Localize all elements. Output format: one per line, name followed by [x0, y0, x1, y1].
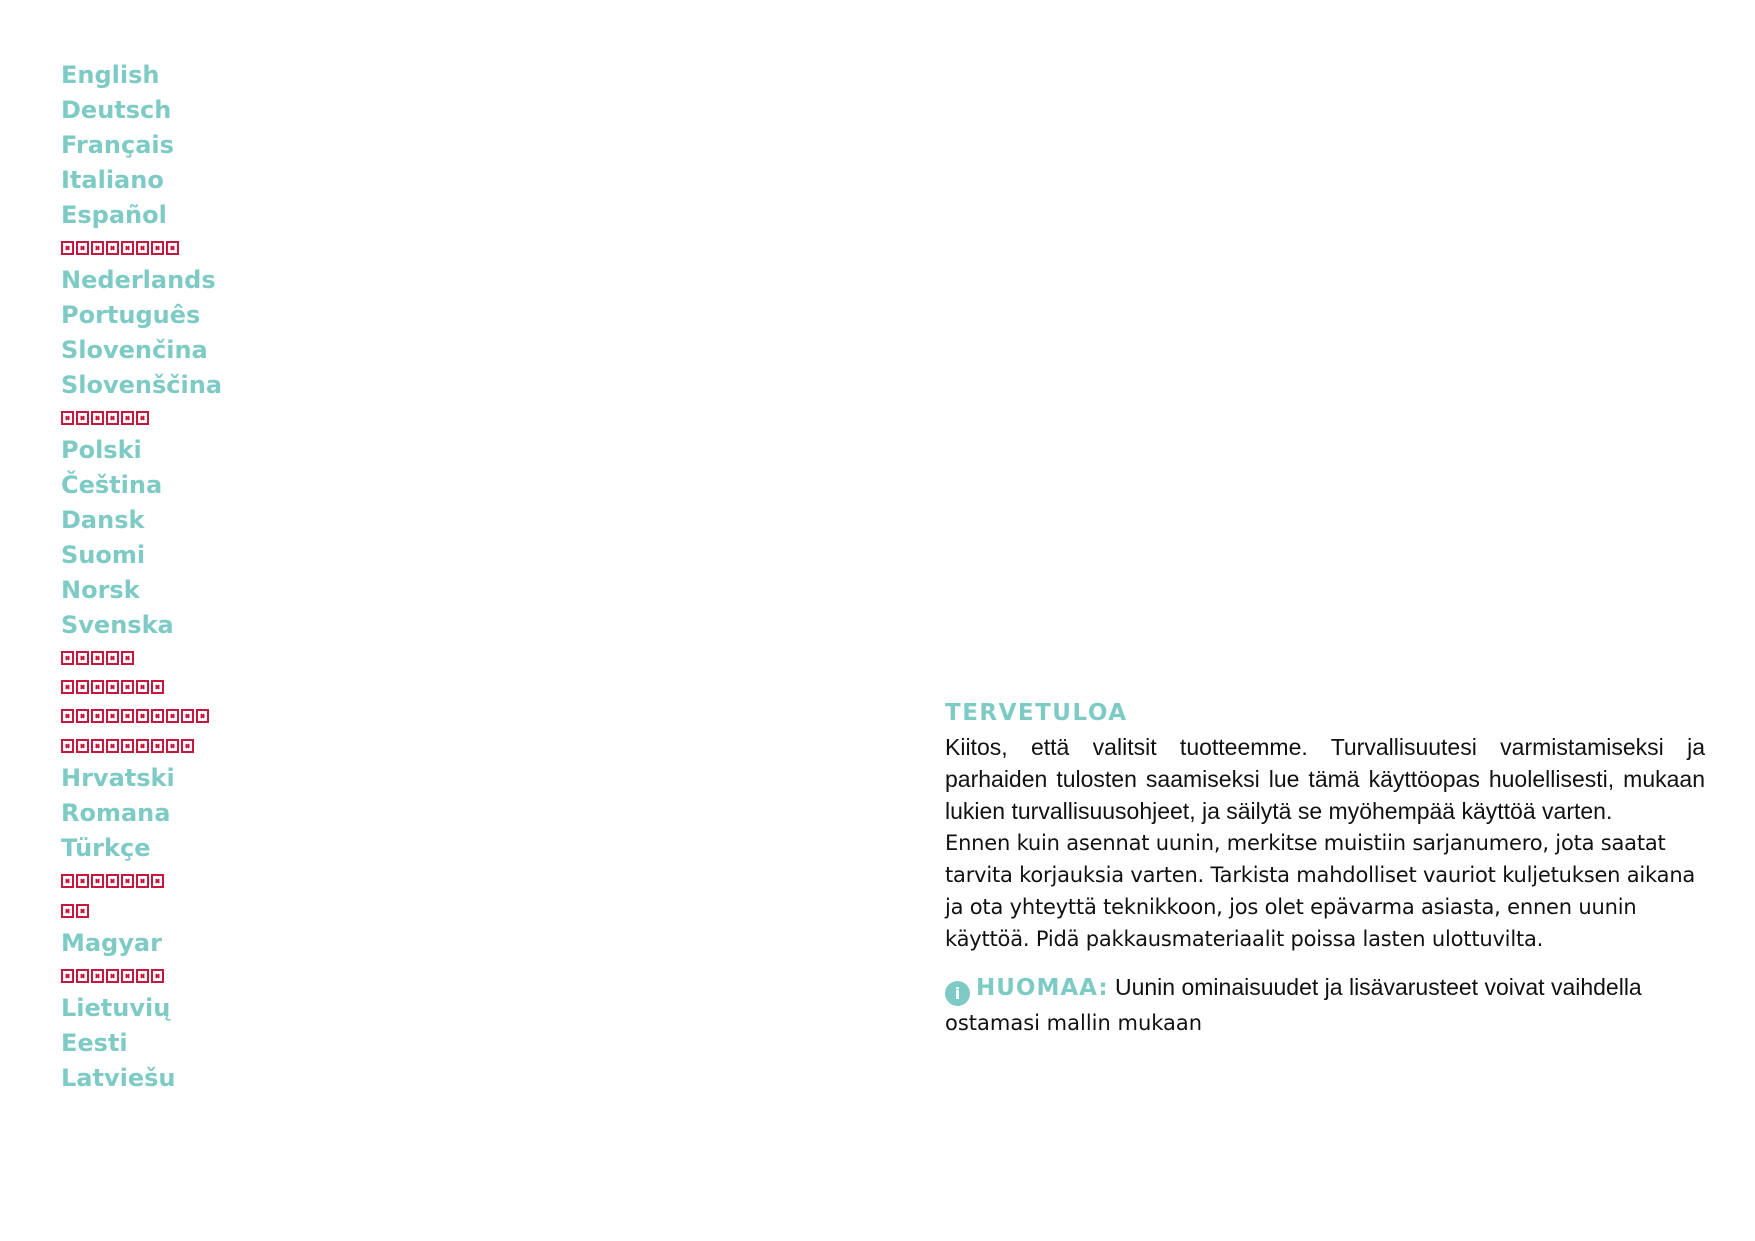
missing-glyph-icon [106, 874, 119, 888]
missing-glyph-icon [121, 680, 134, 694]
language-link-espanol[interactable]: Español [61, 201, 167, 229]
missing-glyph-icon [136, 874, 149, 888]
language-link-turkce[interactable]: Türkçe [61, 834, 151, 862]
welcome-heading: TERVETULOA [945, 700, 1128, 726]
language-link-unrendered[interactable] [61, 896, 321, 926]
info-icon: i [945, 981, 970, 1006]
missing-glyph-icon [61, 969, 74, 983]
note-block [945, 971, 1705, 1039]
missing-glyph-icon [121, 411, 134, 425]
missing-glyph-icon [106, 680, 119, 694]
missing-glyph-icon [91, 680, 104, 694]
welcome-section [945, 697, 1705, 1039]
missing-glyph-icon [151, 874, 164, 888]
language-link-latviesu[interactable]: Latviešu [61, 1064, 176, 1092]
language-link-unrendered[interactable] [61, 403, 321, 433]
missing-glyph-icon [136, 709, 149, 723]
language-link-polski[interactable]: Polski [61, 436, 142, 464]
missing-glyph-icon [76, 874, 89, 888]
missing-glyph-icon [136, 241, 149, 255]
missing-glyph-icon [76, 709, 89, 723]
missing-glyph-icon [91, 874, 104, 888]
missing-glyph-icon [151, 739, 164, 753]
missing-glyph-icon [181, 709, 194, 723]
missing-glyph-icon [121, 739, 134, 753]
missing-glyph-icon [61, 651, 74, 665]
welcome-paragraph-1: Kiitos, että valitsit tuotteemme. Turvallisuutesi varmistamiseksi ja parhaiden tulosten saamiseksi lue tämä käyttöopas huolellisesti, mukaan lukien turvallisuusohjeet, ja säilytä se myöhempää käyttöä varten. [945, 734, 1705, 824]
language-link-unrendered[interactable] [61, 233, 321, 263]
missing-glyph-icon [121, 969, 134, 983]
missing-glyph-icon [136, 411, 149, 425]
language-link-english[interactable]: English [61, 61, 160, 89]
missing-glyph-icon [166, 739, 179, 753]
welcome-paragraph-2: Ennen kuin asennat uunin, merkitse muistiin sarjanumero, jota saatat tarvita korjauksia varten. Tarkista mahdolliset vauriot kuljetuksen aikana ja ota yhteyttä teknikkoon, jos olet epävarma asiasta, ennen uunin käyttöä. Pidä pakkausmateriaalit poissa lasten ulottuvilta. [945, 831, 1696, 951]
missing-glyph-icon [91, 411, 104, 425]
missing-glyph-icon [61, 411, 74, 425]
missing-glyph-icon [61, 709, 74, 723]
missing-glyph-icon [151, 241, 164, 255]
missing-glyph-icon [76, 969, 89, 983]
language-link-unrendered[interactable] [61, 701, 321, 731]
missing-glyph-icon [61, 241, 74, 255]
language-link-hrvatski[interactable]: Hrvatski [61, 764, 175, 792]
missing-glyph-icon [151, 709, 164, 723]
missing-glyph-icon [106, 709, 119, 723]
language-link-portugues[interactable]: Português [61, 301, 201, 329]
language-link-lietuviu[interactable]: Lietuvių [61, 994, 171, 1022]
missing-glyph-icon [91, 969, 104, 983]
missing-glyph-icon [166, 241, 179, 255]
language-link-svenska[interactable]: Svenska [61, 611, 174, 639]
missing-glyph-icon [106, 969, 119, 983]
language-link-magyar[interactable]: Magyar [61, 929, 162, 957]
missing-glyph-icon [91, 651, 104, 665]
language-link-slovencina[interactable]: Slovenčina [61, 336, 208, 364]
missing-glyph-icon [91, 739, 104, 753]
language-link-romana[interactable]: Romana [61, 799, 171, 827]
missing-glyph-icon [136, 680, 149, 694]
missing-glyph-icon [61, 874, 74, 888]
language-link-italiano[interactable]: Italiano [61, 166, 164, 194]
missing-glyph-icon [106, 411, 119, 425]
missing-glyph-icon [76, 241, 89, 255]
language-link-deutsch[interactable]: Deutsch [61, 96, 172, 124]
missing-glyph-icon [61, 739, 74, 753]
language-link-unrendered[interactable] [61, 866, 321, 896]
missing-glyph-icon [136, 739, 149, 753]
missing-glyph-icon [121, 651, 134, 665]
missing-glyph-icon [106, 241, 119, 255]
missing-glyph-icon [91, 709, 104, 723]
missing-glyph-icon [136, 969, 149, 983]
language-link-unrendered[interactable] [61, 643, 321, 672]
language-link-norsk[interactable]: Norsk [61, 576, 140, 604]
missing-glyph-icon [196, 709, 209, 723]
note-text: Uunin ominaisuudet ja lisävarusteet voivat vaihdella [1108, 974, 1642, 1000]
missing-glyph-icon [91, 241, 104, 255]
missing-glyph-icon [106, 739, 119, 753]
language-index [61, 58, 321, 1096]
missing-glyph-icon [61, 680, 74, 694]
language-link-unrendered[interactable] [61, 672, 321, 701]
missing-glyph-icon [61, 904, 74, 918]
note-label: HUOMAA: [976, 975, 1109, 1001]
missing-glyph-icon [76, 411, 89, 425]
language-link-dansk[interactable]: Dansk [61, 506, 145, 534]
language-link-cestina[interactable]: Čeština [61, 471, 163, 499]
missing-glyph-icon [76, 680, 89, 694]
missing-glyph-icon [121, 709, 134, 723]
language-link-nederlands[interactable]: Nederlands [61, 266, 216, 294]
language-link-unrendered[interactable] [61, 731, 321, 761]
missing-glyph-icon [151, 680, 164, 694]
missing-glyph-icon [76, 651, 89, 665]
missing-glyph-icon [181, 739, 194, 753]
language-link-eesti[interactable]: Eesti [61, 1029, 128, 1057]
missing-glyph-icon [121, 241, 134, 255]
missing-glyph-icon [151, 969, 164, 983]
missing-glyph-icon [121, 874, 134, 888]
note-text-continued: ostamasi mallin mukaan [945, 1011, 1203, 1035]
language-link-slovenscina[interactable]: Slovenščina [61, 371, 223, 399]
missing-glyph-icon [76, 904, 89, 918]
missing-glyph-icon [76, 739, 89, 753]
language-link-francais[interactable]: Français [61, 131, 174, 159]
missing-glyph-icon [106, 651, 119, 665]
missing-glyph-icon [166, 709, 179, 723]
language-link-suomi[interactable]: Suomi [61, 541, 146, 569]
language-link-unrendered[interactable] [61, 961, 321, 991]
